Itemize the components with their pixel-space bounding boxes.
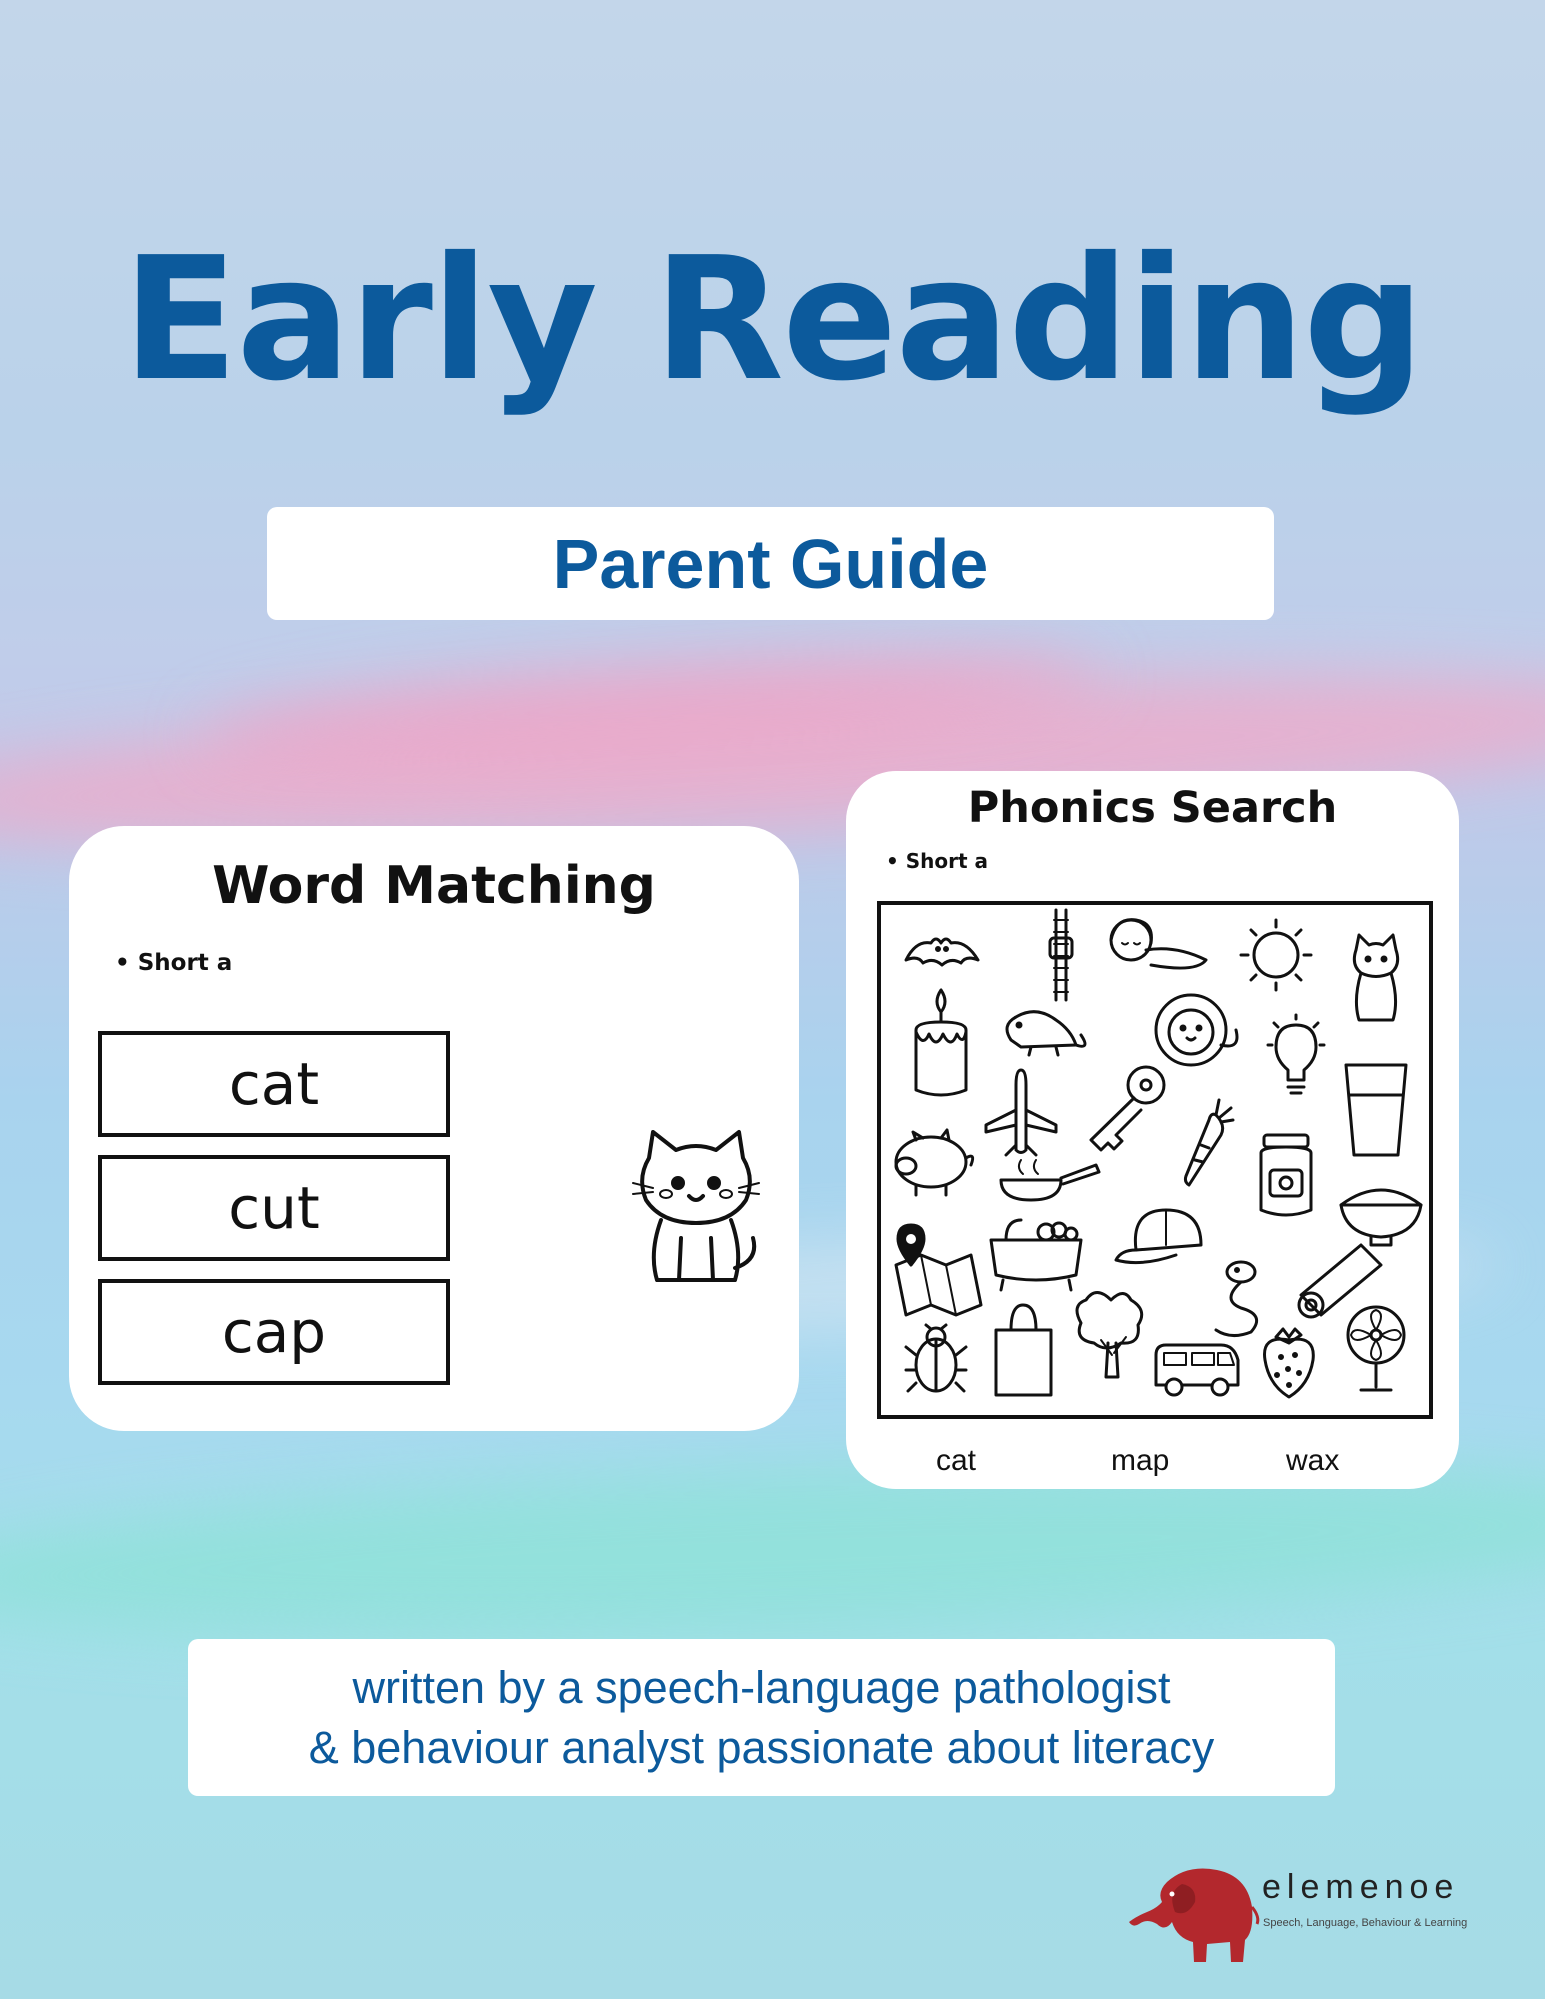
logo-tagline: Speech, Language, Behaviour & Learning (1263, 1917, 1468, 1929)
word-card-cap: cap (98, 1279, 450, 1385)
logo-name: elemenoe (1262, 1868, 1460, 1906)
rat-icon (1007, 1012, 1085, 1055)
cat-icon (1354, 935, 1397, 1020)
airplane-icon (986, 1070, 1056, 1155)
sun-icon (1241, 920, 1311, 990)
picture-search-grid (877, 901, 1433, 1419)
pan-icon (1001, 1160, 1099, 1200)
elemenoe-logo (1127, 1862, 1487, 1967)
glass-icon (1346, 1065, 1406, 1155)
zipper-icon (1050, 910, 1072, 1000)
phonics-search-bullet-text: Short a (905, 849, 989, 873)
bathtub-icon (991, 1220, 1081, 1290)
van-icon (1156, 1345, 1238, 1395)
lion-icon (1156, 995, 1237, 1065)
page-title: Early Reading (122, 221, 1423, 419)
answer-word-cat: cat (936, 1444, 977, 1477)
word-matching-bullet-text: Short a (137, 950, 233, 976)
bag-icon (996, 1305, 1051, 1395)
strawberry-icon (1265, 1329, 1314, 1397)
author-banner (188, 1639, 1335, 1796)
tree-icon (1077, 1293, 1142, 1378)
phonics-search-bullet: • Short a (886, 849, 989, 873)
phonics-search-card (846, 771, 1459, 1489)
cap-icon (1116, 1210, 1201, 1263)
jam-jar-icon (1261, 1135, 1311, 1215)
bowl-icon (1341, 1190, 1421, 1245)
author-line-1: written by a speech-language pathologist (352, 1662, 1171, 1714)
answer-word-wax: wax (1286, 1444, 1340, 1477)
map-icon (896, 1225, 981, 1315)
author-line-2: & behaviour analyst passionate about literacy (308, 1721, 1215, 1773)
fan-icon (1348, 1307, 1404, 1390)
lightbulb-icon (1268, 1015, 1324, 1093)
bat-icon (906, 939, 978, 965)
word-matching-bullet: • Short a (115, 950, 233, 976)
word-card-cut: cut (98, 1155, 450, 1261)
word-card-cat: cat (98, 1031, 450, 1137)
subtitle: Parent Guide (552, 524, 989, 603)
phonics-search-title: Phonics Search (967, 783, 1338, 833)
sleeping-girl-icon (1111, 920, 1206, 968)
word-matching-card (69, 826, 799, 1431)
cat-icon (631, 1128, 761, 1288)
mat-icon (1299, 1245, 1381, 1317)
elephant-icon (1127, 1862, 1262, 1967)
word-matching-title: Word Matching (212, 856, 656, 916)
candle-icon (916, 990, 966, 1095)
snake-icon (1216, 1262, 1257, 1336)
key-icon (1091, 1067, 1164, 1150)
answer-word-map: map (1111, 1444, 1170, 1477)
subtitle-banner (267, 507, 1274, 620)
bug-icon (906, 1325, 966, 1391)
carrot-icon (1185, 1100, 1233, 1185)
pig-icon (896, 1130, 973, 1195)
